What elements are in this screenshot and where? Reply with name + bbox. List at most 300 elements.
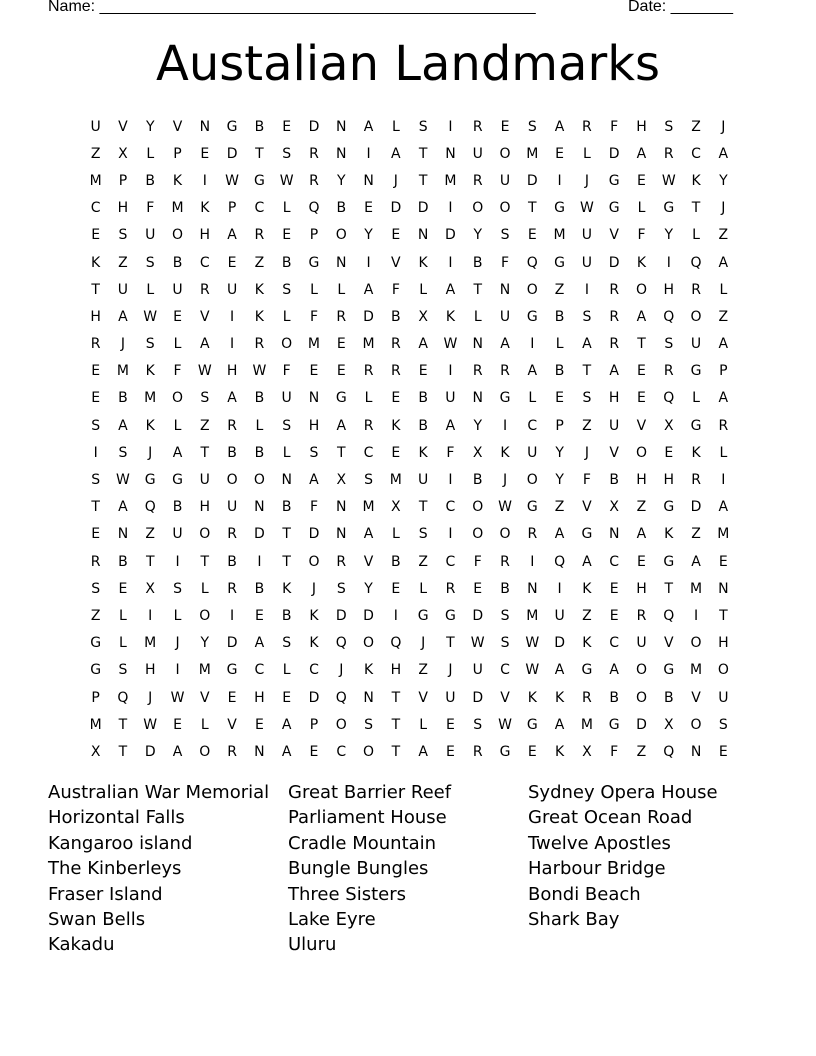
page-title: Austalian Landmarks: [155, 36, 661, 92]
grid-letter: N: [363, 689, 374, 706]
grid-letter: S: [118, 662, 128, 679]
grid-letter: G: [526, 716, 538, 733]
grid-letter: J: [393, 172, 398, 189]
grid-letter: U: [172, 526, 183, 543]
grid-letter: H: [90, 308, 101, 325]
grid-letter: W: [498, 716, 512, 733]
grid-letter: U: [445, 390, 456, 407]
grid-letter: V: [609, 444, 619, 461]
grid-letter: W: [279, 172, 294, 189]
grid-letter: R: [609, 336, 620, 353]
grid-letter: G: [308, 254, 320, 271]
grid-letter: U: [609, 417, 620, 434]
grid-letter: Z: [636, 499, 647, 516]
grid-letter: N: [117, 526, 129, 543]
grid-letter: K: [664, 526, 674, 543]
grid-letter: G: [554, 200, 566, 217]
grid-letter: O: [363, 743, 375, 760]
grid-letter: C: [691, 145, 701, 162]
grid-letter: B: [118, 553, 128, 570]
grid-letter: R: [500, 363, 510, 380]
grid-letter: P: [719, 363, 728, 380]
grid-letter: H: [663, 281, 675, 298]
grid-letter: N: [336, 145, 347, 162]
grid-letter: Y: [364, 227, 373, 244]
word-list-item: Horizontal Falls: [48, 807, 185, 829]
grid-letter: Q: [663, 607, 675, 624]
grid-letter: X: [90, 743, 101, 760]
grid-letter: R: [309, 145, 319, 162]
grid-letter: X: [118, 145, 128, 162]
grid-letter: U: [445, 689, 456, 706]
word-list-item: Great Ocean Road: [528, 807, 693, 829]
grid-letter: L: [391, 118, 400, 135]
grid-letter: T: [91, 281, 100, 298]
grid-letter: D: [472, 607, 484, 624]
grid-letter: K: [636, 254, 647, 271]
grid-letter: I: [366, 145, 371, 162]
grid-letter: M: [690, 580, 703, 597]
grid-letter: E: [309, 743, 319, 760]
grid-letter: O: [199, 526, 211, 543]
grid-letter: Q: [554, 553, 566, 570]
grid-letter: A: [172, 444, 183, 461]
grid-letter: S: [200, 390, 210, 407]
grid-letter: V: [118, 118, 128, 135]
grid-letter: K: [555, 689, 565, 706]
grid-letter: M: [717, 526, 730, 543]
grid-letter: N: [336, 254, 347, 271]
grid-letter: O: [472, 499, 484, 516]
grid-letter: K: [418, 254, 428, 271]
word-list-item: Harbour Bridge: [528, 858, 666, 880]
grid-letter: H: [636, 580, 647, 597]
grid-letter: T: [418, 145, 428, 162]
grid-letter: E: [91, 526, 101, 543]
grid-letter: A: [200, 336, 210, 353]
grid-letter: D: [144, 743, 156, 760]
grid-letter: R: [336, 308, 347, 325]
grid-letter: M: [690, 662, 703, 679]
grid-letter: M: [89, 172, 102, 189]
grid-letter: E: [391, 444, 401, 461]
grid-letter: E: [91, 390, 101, 407]
grid-letter: I: [721, 472, 726, 489]
grid-letter: M: [362, 336, 375, 353]
grid-letter: T: [145, 553, 155, 570]
grid-letter: A: [363, 281, 374, 298]
grid-letter: Z: [554, 281, 565, 298]
grid-letter: Q: [308, 200, 320, 217]
grid-letter: E: [446, 716, 455, 733]
grid-letter: Y: [555, 472, 564, 489]
grid-letter: L: [337, 281, 346, 298]
grid-letter: K: [582, 580, 592, 597]
grid-letter: M: [116, 363, 129, 380]
grid-letter: J: [721, 200, 726, 217]
grid-letter: L: [146, 145, 155, 162]
grid-letter: A: [418, 743, 428, 760]
grid-letter: I: [393, 607, 398, 624]
grid-letter: E: [446, 743, 455, 760]
grid-letter: D: [226, 145, 238, 162]
grid-letter: E: [637, 390, 646, 407]
grid-letter: A: [445, 281, 456, 298]
grid-letter: K: [500, 444, 510, 461]
grid-letter: Y: [364, 580, 373, 597]
grid-letter: T: [200, 553, 210, 570]
word-list-item: Twelve Apostles: [528, 832, 671, 854]
grid-letter: L: [582, 145, 591, 162]
grid-letter: A: [609, 363, 619, 380]
grid-letter: N: [336, 526, 347, 543]
grid-letter: J: [721, 118, 726, 135]
grid-letter: J: [120, 336, 125, 353]
grid-letter: Z: [582, 607, 592, 624]
grid-letter: Z: [90, 607, 101, 624]
grid-letter: E: [609, 580, 619, 597]
grid-letter: L: [200, 716, 209, 733]
grid-letter: V: [609, 227, 619, 244]
grid-letter: R: [90, 336, 101, 353]
grid-letter: D: [308, 526, 320, 543]
grid-letter: I: [448, 363, 453, 380]
grid-letter: B: [554, 308, 565, 325]
grid-letter: S: [418, 118, 428, 135]
grid-letter: O: [690, 716, 702, 733]
grid-letter: E: [118, 580, 128, 597]
grid-letter: A: [636, 145, 647, 162]
grid-letter: L: [637, 200, 646, 217]
grid-letter: M: [553, 227, 566, 244]
grid-letter: H: [608, 390, 620, 407]
grid-letter: U: [117, 281, 129, 298]
grid-letter: W: [143, 716, 158, 733]
grid-letter: E: [91, 363, 101, 380]
grid-letter: D: [308, 689, 320, 706]
grid-letter: S: [118, 227, 128, 244]
grid-letter: F: [173, 363, 182, 380]
grid-letter: R: [582, 689, 592, 706]
grid-letter: E: [391, 227, 401, 244]
grid-letter: T: [118, 743, 128, 760]
grid-letter: L: [419, 716, 428, 733]
grid-letter: P: [555, 417, 564, 434]
grid-letter: T: [446, 635, 455, 652]
grid-letter: R: [363, 417, 374, 434]
grid-letter: I: [448, 254, 453, 271]
grid-letter: E: [364, 200, 373, 217]
grid-letter: L: [173, 417, 182, 434]
grid-letter: R: [663, 363, 674, 380]
grid-letter: M: [526, 607, 539, 624]
grid-letter: L: [528, 390, 537, 407]
grid-letter: R: [227, 580, 237, 597]
grid-letter: A: [227, 390, 237, 407]
grid-letter: R: [227, 526, 237, 543]
grid-letter: T: [637, 336, 646, 353]
grid-letter: N: [608, 526, 620, 543]
header: [48, 0, 733, 17]
grid-letter: K: [555, 743, 565, 760]
grid-letter: U: [199, 472, 210, 489]
grid-letter: G: [499, 390, 511, 407]
grid-letter: O: [308, 553, 320, 570]
grid-letter: A: [500, 336, 510, 353]
word-list-item: Three Sisters: [288, 883, 406, 905]
grid-letter: V: [500, 689, 510, 706]
grid-letter: X: [663, 417, 674, 434]
grid-letter: A: [718, 145, 729, 162]
grid-letter: S: [309, 444, 319, 461]
grid-letter: H: [199, 499, 211, 516]
grid-letter: B: [227, 553, 237, 570]
grid-letter: A: [336, 417, 347, 434]
word-list: [48, 780, 768, 958]
grid-letter: S: [91, 472, 101, 489]
grid-letter: V: [227, 716, 237, 733]
word-list-item: Bungle Bungles: [288, 858, 429, 880]
grid-letter: T: [255, 145, 264, 162]
grid-letter: A: [718, 254, 729, 271]
grid-letter: N: [336, 499, 347, 516]
grid-letter: B: [145, 172, 156, 189]
grid-letter: L: [173, 336, 182, 353]
grid-letter: S: [418, 526, 428, 543]
grid-letter: O: [499, 145, 511, 162]
grid-letter: Q: [335, 689, 347, 706]
grid-letter: Y: [200, 635, 210, 652]
grid-letter: E: [282, 689, 292, 706]
grid-letter: T: [418, 172, 428, 189]
grid-letter: R: [609, 308, 620, 325]
grid-letter: U: [226, 499, 238, 516]
grid-letter: P: [91, 689, 100, 706]
grid-letter: L: [419, 580, 428, 597]
grid-letter: Z: [582, 417, 592, 434]
grid-letter: G: [608, 716, 620, 733]
grid-letter: B: [418, 390, 428, 407]
grid-letter: O: [472, 200, 484, 217]
grid-letter: T: [418, 499, 428, 516]
grid-letter: R: [636, 607, 647, 624]
grid-letter: A: [718, 499, 729, 516]
grid-letter: S: [664, 336, 674, 353]
grid-letter: I: [93, 444, 98, 461]
grid-letter: N: [199, 118, 211, 135]
grid-letter: W: [661, 172, 676, 189]
grid-letter: E: [391, 390, 401, 407]
word-list-item: Great Barrier Reef: [288, 782, 452, 803]
grid-letter: G: [663, 553, 675, 570]
grid-letter: Y: [473, 227, 482, 244]
grid-letter: J: [421, 635, 426, 652]
grid-letter: J: [584, 444, 589, 461]
grid-letter: D: [363, 308, 374, 325]
word-list-item: Sydney Opera House: [528, 782, 718, 803]
grid-letter: U: [690, 336, 702, 353]
grid-letter: U: [418, 472, 429, 489]
grid-letter: S: [145, 254, 155, 271]
grid-letter: Q: [390, 635, 402, 652]
grid-letter: S: [145, 336, 155, 353]
grid-letter: W: [579, 200, 594, 217]
grid-letter: X: [663, 716, 674, 733]
grid-letter: E: [718, 743, 728, 760]
grid-letter: G: [690, 417, 702, 434]
grid-letter: Z: [718, 227, 729, 244]
grid-letter: A: [391, 145, 401, 162]
grid-letter: G: [226, 662, 238, 679]
grid-letter: R: [582, 118, 592, 135]
grid-letter: M: [198, 662, 211, 679]
grid-letter: W: [170, 689, 185, 706]
letter-grid: [82, 113, 737, 766]
word-list-item: Australian War Memorial: [48, 782, 270, 803]
grid-letter: H: [718, 635, 729, 652]
grid-letter: G: [253, 172, 265, 189]
grid-letter: O: [171, 227, 184, 244]
grid-letter: D: [636, 716, 647, 733]
grid-letter: B: [172, 499, 183, 516]
grid-letter: B: [472, 254, 483, 271]
grid-letter: B: [254, 444, 265, 461]
grid-letter: R: [527, 526, 538, 543]
grid-letter: L: [146, 281, 155, 298]
grid-letter: O: [281, 336, 293, 353]
grid-letter: T: [719, 607, 728, 624]
grid-letter: E: [637, 363, 646, 380]
grid-letter: R: [254, 336, 265, 353]
grid-letter: M: [580, 716, 593, 733]
grid-letter: Z: [90, 145, 101, 162]
grid-letter: R: [718, 417, 729, 434]
grid-letter: G: [417, 607, 429, 624]
grid-letter: G: [526, 308, 538, 325]
grid-letter: R: [663, 145, 674, 162]
grid-letter: G: [335, 390, 347, 407]
grid-letter: F: [391, 281, 400, 298]
grid-letter: F: [582, 472, 591, 489]
grid-letter: R: [390, 363, 401, 380]
grid-letter: D: [472, 689, 484, 706]
grid-letter: E: [91, 227, 101, 244]
name-field-label: Name: _________________________________________________: [48, 0, 536, 15]
grid-letter: S: [91, 417, 101, 434]
grid-letter: L: [473, 308, 482, 325]
grid-letter: F: [309, 499, 318, 516]
grid-letter: G: [663, 662, 675, 679]
grid-letter: O: [635, 281, 647, 298]
grid-letter: A: [281, 716, 292, 733]
grid-letter: A: [554, 526, 565, 543]
grid-letter: B: [254, 118, 265, 135]
grid-letter: B: [391, 308, 401, 325]
grid-letter: G: [581, 662, 593, 679]
grid-letter: U: [472, 145, 483, 162]
grid-letter: G: [608, 200, 620, 217]
grid-letter: C: [90, 200, 101, 217]
grid-letter: A: [118, 499, 128, 516]
grid-letter: B: [609, 472, 619, 489]
grid-letter: K: [200, 200, 210, 217]
grid-letter: I: [148, 607, 153, 624]
grid-letter: H: [117, 200, 129, 217]
grid-letter: C: [609, 635, 620, 652]
grid-letter: F: [146, 200, 155, 217]
grid-letter: I: [557, 172, 562, 189]
grid-letter: C: [254, 662, 265, 679]
grid-letter: I: [448, 472, 453, 489]
grid-letter: S: [173, 580, 182, 597]
grid-letter: J: [148, 444, 153, 461]
grid-letter: S: [282, 281, 292, 298]
grid-letter: L: [173, 607, 182, 624]
grid-letter: R: [309, 172, 319, 189]
grid-letter: K: [582, 635, 592, 652]
grid-letter: B: [172, 254, 183, 271]
word-list-item: Bondi Beach: [528, 883, 641, 905]
grid-letter: G: [663, 499, 675, 516]
grid-letter: R: [390, 336, 401, 353]
grid-letter: E: [227, 689, 237, 706]
grid-letter: O: [635, 444, 647, 461]
grid-letter: U: [90, 118, 101, 135]
grid-letter: I: [175, 553, 180, 570]
grid-letter: T: [391, 716, 401, 733]
grid-letter: J: [448, 662, 453, 679]
grid-letter: B: [118, 390, 128, 407]
grid-letter: V: [418, 689, 428, 706]
grid-letter: Q: [663, 390, 675, 407]
grid-letter: S: [500, 635, 510, 652]
grid-letter: A: [118, 417, 128, 434]
grid-letter: R: [363, 363, 374, 380]
grid-letter: N: [336, 118, 347, 135]
grid-letter: F: [282, 363, 291, 380]
grid-letter: B: [281, 254, 292, 271]
grid-letter: D: [526, 172, 538, 189]
grid-letter: Q: [526, 254, 538, 271]
grid-letter: O: [363, 635, 375, 652]
grid-letter: E: [282, 227, 292, 244]
grid-letter: C: [609, 553, 620, 570]
grid-letter: Z: [718, 308, 729, 325]
grid-letter: A: [554, 662, 565, 679]
grid-letter: E: [609, 607, 619, 624]
grid-letter: N: [472, 390, 483, 407]
grid-letter: G: [90, 662, 102, 679]
grid-letter: T: [118, 716, 128, 733]
grid-letter: T: [282, 526, 291, 543]
grid-letter: Z: [118, 254, 128, 271]
grid-letter: W: [197, 363, 212, 380]
grid-letter: W: [443, 336, 458, 353]
grid-letter: I: [202, 172, 207, 189]
grid-letter: H: [663, 472, 675, 489]
word-list-column: [288, 780, 528, 958]
grid-letter: V: [363, 553, 374, 570]
grid-letter: S: [364, 472, 373, 489]
grid-letter: S: [473, 716, 483, 733]
word-list-item: Shark Bay: [528, 909, 620, 931]
word-list-column: [528, 780, 768, 958]
grid-letter: A: [636, 526, 647, 543]
grid-letter: V: [582, 499, 592, 516]
grid-letter: D: [445, 227, 456, 244]
word-list-item: Kakadu: [48, 934, 115, 956]
grid-letter: V: [172, 118, 183, 135]
